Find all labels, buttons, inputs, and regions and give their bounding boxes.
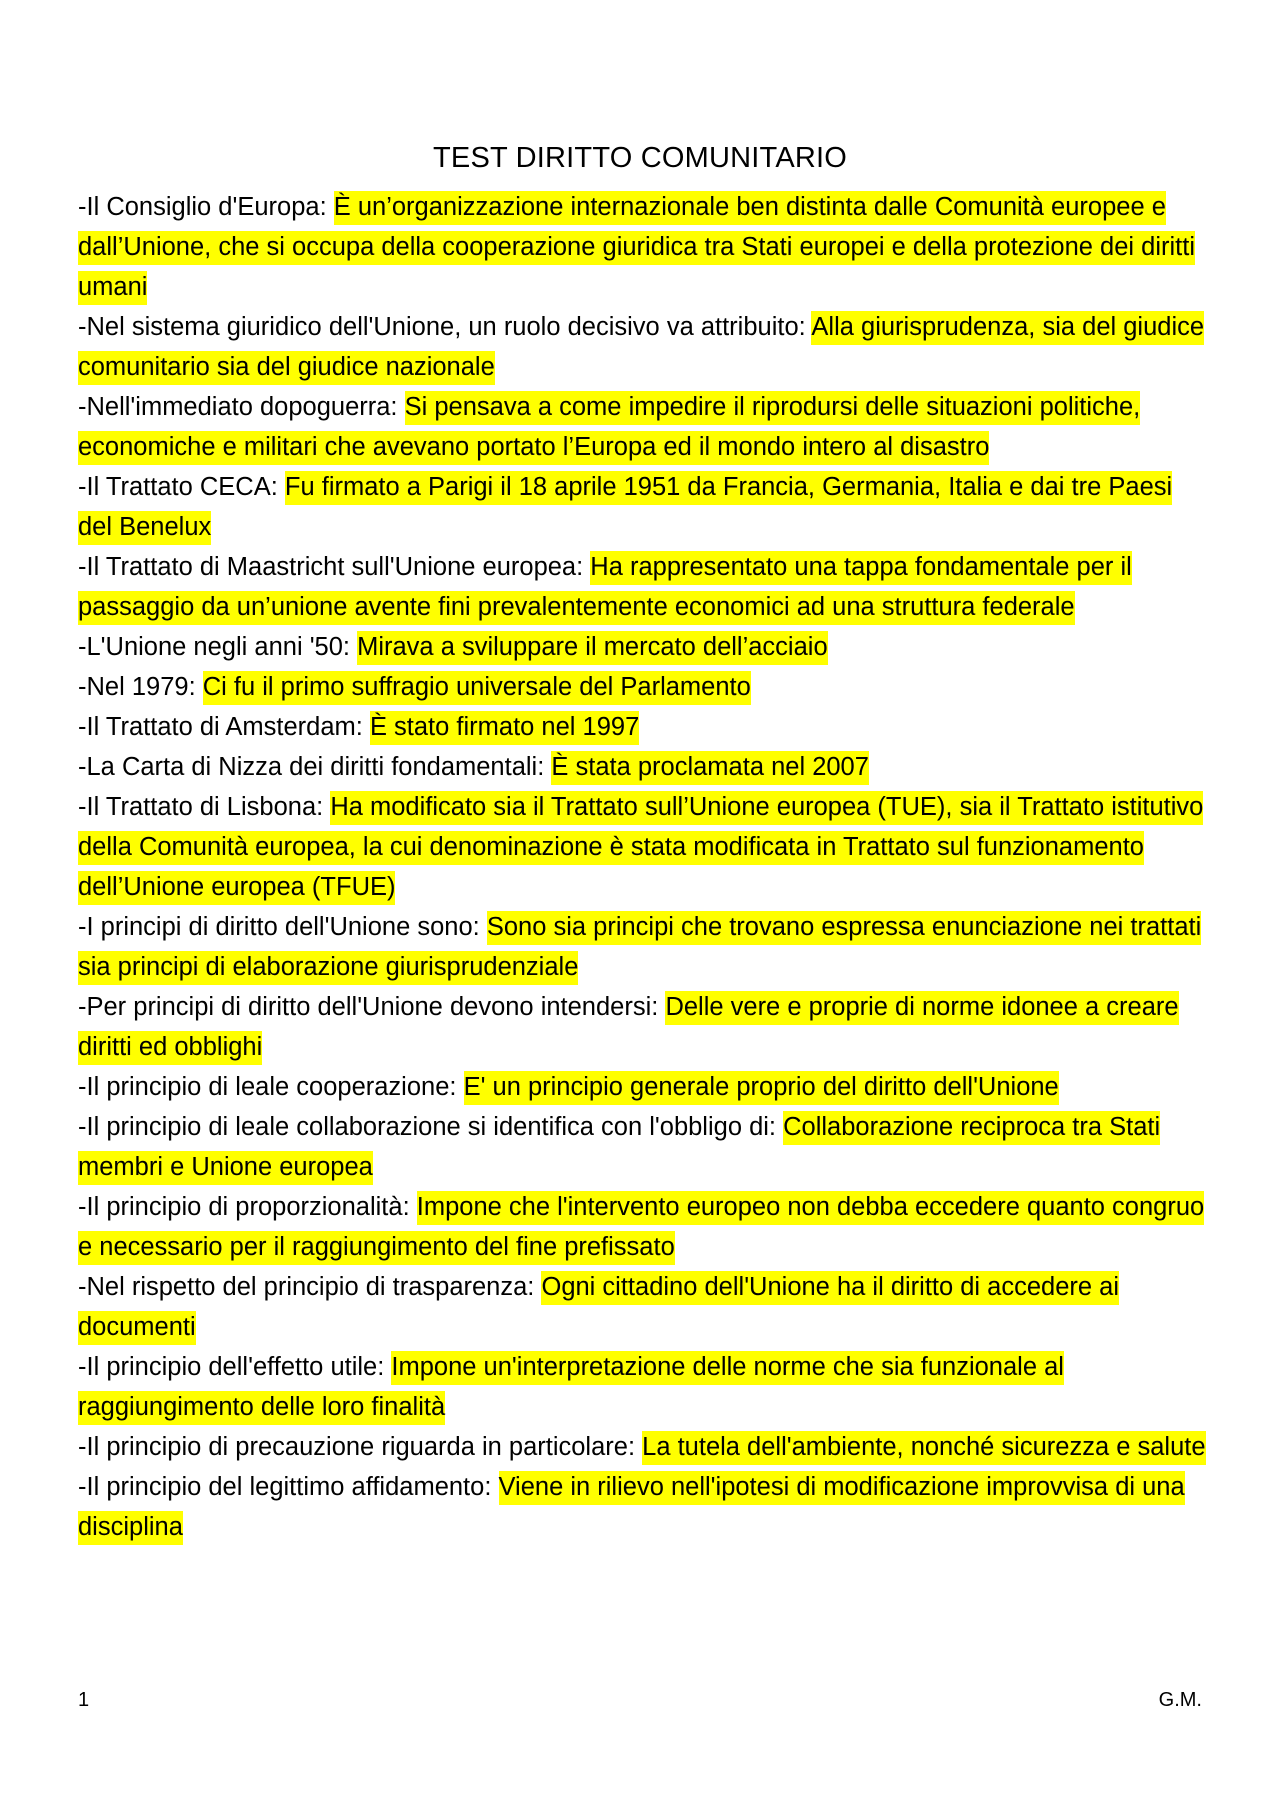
- question-text: -Nell'immediato dopoguerra:: [78, 393, 405, 421]
- page-title: TEST DIRITTO COMUNITARIO: [432, 142, 848, 174]
- answer-highlight: Ha rappresentato una tappa fondamentale per il passaggio da un’unione avente fini prevalentemente economici ad una struttura federale: [78, 551, 1132, 625]
- question-text: -La Carta di Nizza dei diritti fondamentali:: [78, 753, 552, 781]
- answer-highlight: Impone che l'intervento europeo non debba eccedere quanto congruo e necessario per il raggiungimento del fine prefissato: [78, 1191, 1204, 1265]
- qa-item: [78, 467, 1208, 547]
- question-text: -Il principio di leale collaborazione si identifica con l'obbligo di:: [78, 1113, 784, 1141]
- qa-item: [78, 627, 1208, 667]
- question-text: -Il Trattato di Lisbona:: [78, 793, 331, 821]
- question-text: -Il Consiglio d'Europa:: [78, 193, 334, 221]
- question-text: -Il Trattato CECA:: [78, 473, 285, 501]
- answer-highlight: Sono sia principi che trovano espressa enunciazione nei trattati sia principi di elaborazione giurisprudenziale: [78, 911, 1201, 985]
- qa-item: [78, 1267, 1208, 1347]
- qa-item: [78, 387, 1208, 467]
- question-text: -I principi di diritto dell'Unione sono:: [78, 913, 487, 941]
- answer-highlight: È un’organizzazione internazionale ben distinta dalle Comunità europee e dall’Unione, che si occupa della cooperazione giuridica tra Stati europei e della protezione dei diritti umani: [78, 191, 1195, 305]
- answer-highlight: La tutela dell'ambiente, nonché sicurezza e salute: [642, 1431, 1205, 1465]
- answer-highlight: Alla giurisprudenza, sia del giudice comunitario sia del giudice nazionale: [78, 311, 1204, 385]
- qa-item: [78, 707, 1208, 747]
- answer-highlight: Ha modificato sia il Trattato sull’Unione europea (TUE), sia il Trattato istitutivo della Comunità europea, la cui denominazione è stata modificata in Trattato sul funzionamento dell’Unione europea (TFUE): [78, 791, 1203, 905]
- question-text: -L'Unione negli anni '50:: [78, 633, 358, 661]
- answer-highlight: Mirava a sviluppare il mercato dell’acciaio: [357, 631, 828, 665]
- footer-initials: G.M.: [1158, 1689, 1202, 1711]
- answer-highlight: Impone un'interpretazione delle norme che sia funzionale al raggiungimento delle loro finalità: [78, 1351, 1064, 1425]
- question-text: -Il Trattato di Maastricht sull'Unione europea:: [78, 553, 591, 581]
- qa-item: [78, 907, 1208, 987]
- qa-item: [78, 667, 1208, 707]
- answer-highlight: Delle vere e proprie di norme idonee a creare diritti ed obblighi: [78, 991, 1179, 1065]
- qa-item: [78, 547, 1208, 627]
- question-text: -Nel rispetto del principio di trasparenza:: [78, 1273, 542, 1301]
- qa-item: [78, 1187, 1208, 1267]
- qa-item: [78, 307, 1208, 387]
- footer-page-number: 1: [78, 1689, 90, 1711]
- question-text: -Il principio dell'effetto utile:: [78, 1353, 392, 1381]
- qa-item: [78, 747, 1208, 787]
- qa-item: [78, 187, 1208, 307]
- qa-item: [78, 1467, 1208, 1547]
- qa-item: [78, 1067, 1208, 1107]
- question-text: -Il principio di leale cooperazione:: [78, 1073, 464, 1101]
- question-text: -Il Trattato di Amsterdam:: [78, 713, 370, 741]
- qa-item: [78, 1427, 1208, 1467]
- answer-highlight: È stata proclamata nel 2007: [551, 751, 869, 785]
- answer-highlight: Fu firmato a Parigi il 18 aprile 1951 da Francia, Germania, Italia e dai tre Paesi del Benelux: [78, 471, 1172, 545]
- answer-highlight: Viene in rilievo nell'ipotesi di modificazione improvvisa di una disciplina: [78, 1471, 1185, 1545]
- answer-highlight: E' un principio generale proprio del diritto dell'Unione: [464, 1071, 1059, 1105]
- qa-list: [78, 187, 1208, 1547]
- answer-highlight: Si pensava a come impedire il riprodursi delle situazioni politiche, economiche e militari che avevano portato l’Europa ed il mondo intero al disastro: [78, 391, 1140, 465]
- question-text: -Il principio di precauzione riguarda in particolare:: [78, 1433, 643, 1461]
- answer-highlight: È stato firmato nel 1997: [370, 711, 639, 745]
- answer-highlight: Ogni cittadino dell'Unione ha il diritto di accedere ai documenti: [78, 1271, 1119, 1345]
- qa-item: [78, 987, 1208, 1067]
- question-text: -Nel sistema giuridico dell'Unione, un ruolo decisivo va attribuito:: [78, 313, 812, 341]
- question-text: -Nel 1979:: [78, 673, 203, 701]
- answer-highlight: Collaborazione reciproca tra Stati membri e Unione europea: [78, 1111, 1160, 1185]
- qa-item: [78, 1107, 1208, 1187]
- qa-item: [78, 1347, 1208, 1427]
- qa-item: [78, 787, 1208, 907]
- answer-highlight: Ci fu il primo suffragio universale del Parlamento: [203, 671, 751, 705]
- question-text: -Il principio di proporzionalità:: [78, 1193, 417, 1221]
- question-text: -Il principio del legittimo affidamento:: [78, 1473, 499, 1501]
- question-text: -Per principi di diritto dell'Unione devono intendersi:: [78, 993, 666, 1021]
